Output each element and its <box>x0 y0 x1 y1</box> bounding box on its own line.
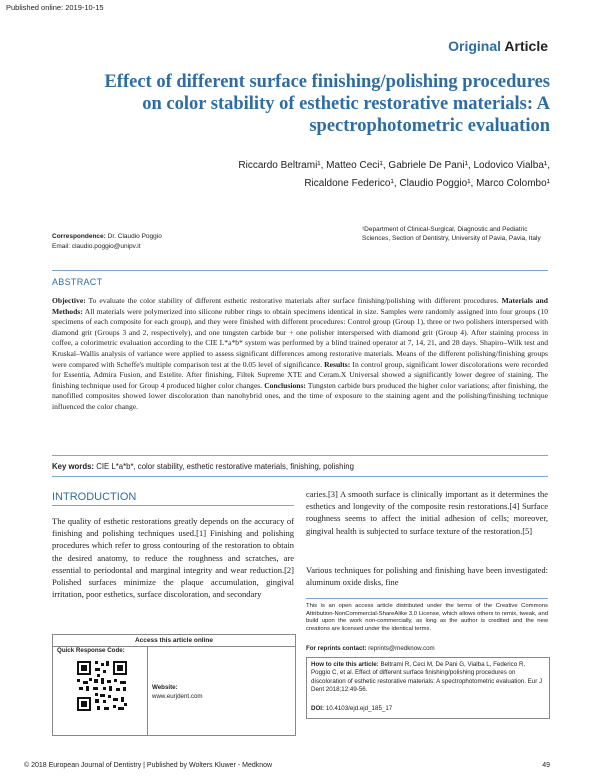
introduction-rule <box>52 505 294 506</box>
license-text: This is an open access article distributed under the terms of the Creative Commons Attribution-NonCommercial-ShareAlike 3.0 License, which allows others to remix, tweak, and build upon the work non-commercially, as long as the author is credited and the new creations are licensed under the identical terms. <box>306 603 548 632</box>
keywords-text: CIE L*a*b*, color stability, esthetic restorative materials, finishing, polishing <box>96 462 354 471</box>
qr-code-icon[interactable] <box>75 659 129 713</box>
article-title: Effect of different surface finishing/polishing procedures on color stability of esthetic restorative materials: A spectrophotometric evaluation <box>104 72 550 136</box>
correspondence <box>52 232 162 252</box>
keywords-bottom-rule <box>52 476 548 477</box>
published-date: Published online: 2019-10-15 <box>6 3 104 12</box>
citation-body: Beltrami R, Ceci M, De Pani G, Vialba L, Federico R, Poggio C, et al. Effect of different surface finishing/polishing procedures on discoloration of esthetic restorative materials: A spectrophotometric evaluation. Eur J Dent 2018;12:49-56. <box>311 661 543 693</box>
correspondence-name: Dr. Claudio Poggio <box>107 233 162 240</box>
article-type-original: Original <box>448 38 502 54</box>
citation-label: How to cite this article: <box>311 661 379 668</box>
qr-label: Quick Response Code: <box>57 647 125 654</box>
reprints-label: For reprints contact: <box>306 645 367 652</box>
doi-value[interactable]: 10.4103/ejd.ejd_185_17 <box>325 705 393 712</box>
article-type <box>448 38 548 54</box>
keywords <box>52 462 548 471</box>
access-box-heading: Access this article online <box>53 635 295 647</box>
footer-copyright: © 2018 European Journal of Dentistry | Published by Wolters Kluwer - Medknow <box>24 762 273 769</box>
conclusions-label: Conclusions: <box>264 380 306 390</box>
affiliation: ¹Department of Clinical-Surgical, Diagnostic and Pediatric Sciences, Section of Dentistry, University of Pavia, Pavia, Italy <box>362 226 541 242</box>
author-line-2: Ricaldone Federico¹, Claudio Poggio¹, Marco Colombo¹ <box>304 178 550 189</box>
doi-label: DOI: <box>311 705 325 712</box>
keywords-label: Key words: <box>52 462 95 471</box>
introduction-column-2b: Various techniques for polishing and finishing have been investigated: aluminum oxide disks, fine <box>306 565 548 588</box>
website-info <box>152 683 203 701</box>
reprints-email[interactable]: reprints@medknow.com <box>368 645 435 652</box>
introduction-heading: INTRODUCTION <box>52 491 137 503</box>
keywords-top-rule <box>52 455 548 456</box>
methods-label: Materials and Methods: <box>52 296 548 316</box>
methods-text: All materials were polymerized into silicone rubber rings to obtain specimens identical in size. Samples were randomly assigned into four groups (10 specimens of each composite for each group), and they were finished with different procedures: Control group (Group 1), three or two polishers interspersed with diamond grit (Groups 3 and 2, respectively), and one tungsten carbide bur + one polisher interspersed with diamond grit (Group 4). After staining process in coffee, a colorimetric evaluation according to the CIE L*a*b* system was performed by a blind trained operator at 7, 14, 21, and 28 days. Shapiro–Wilk test and Kruskal–Wallis analysis of variance were applied to assess significant differences among restorative materials. Means of the different polishing/finishing groups were compared with Scheffe's multiple comparison test at the 0.05 level of significance. <box>52 306 548 369</box>
author-line-1: Riccardo Beltrami¹, Matteo Ceci¹, Gabriele De Pani¹, Lodovico Vialba¹, <box>238 160 550 171</box>
doi <box>311 705 392 712</box>
access-box-divider <box>147 646 148 735</box>
abstract-heading: ABSTRACT <box>52 277 103 287</box>
correspondence-email[interactable]: Email: claudio.poggio@unipv.it <box>52 243 141 250</box>
citation-text <box>311 661 545 694</box>
website-label: Website: <box>152 684 178 691</box>
license-top-rule <box>306 598 548 599</box>
abstract-top-rule <box>52 270 548 271</box>
abstract-body <box>52 296 548 413</box>
results-text: In control group, significant lower discolorations were recorded for Essentia, Admira Fusion, and Estelite. After finishing, Filtek Supreme XTE and Ceram.X Universal showed a significantly lower degree of staining. The finishing technique used for Group 4 produced higher color changes. <box>52 359 548 390</box>
results-label: Results: <box>324 359 351 369</box>
correspondence-label: Correspondence: <box>52 233 106 240</box>
page-number: 49 <box>542 762 550 769</box>
author-list <box>120 157 550 193</box>
website-link[interactable]: www.eurjdent.com <box>152 693 203 700</box>
article-type-article: Article <box>504 38 548 54</box>
reprints <box>306 645 435 652</box>
citation-box <box>306 657 550 719</box>
objective-text: To evaluate the color stability of different esthetic restorative materials after surface finishing/polishing with different procedures. <box>88 296 499 305</box>
objective-label: Objective: <box>52 296 86 305</box>
introduction-column-2a: caries.[3] A smooth surface is clinically important as it determines the esthetics and longevity of the composite resin restorations.[4] Surface roughness seems to affect the initial adhesion of cells; moreover, gingival health is subjected to surface texture of the restoration.[5] <box>306 489 548 536</box>
conclusions-text: Tungsten carbide burs produced the higher color variations; after finishing, the nanofilled composites showed lower discoloration than nanohybrid ones, and the time of exposure to the staining agent and the polishing/finishing technique influenced the color change. <box>52 380 548 411</box>
introduction-column-1: The quality of esthetic restorations greatly depends on the accuracy of finishing and polishing techniques used.[1] Finishing and polishing procedures which refer to gross contouring of the restoration to obtain the desired anatomy, to reduce the roughness and scratches, are essential to periodontal and marginal integrity and wear reduction.[2] Polished surfaces minimize the plaque accumulation, gingival irritation, poor esthetics, surface discoloration, and secondary <box>52 516 294 600</box>
access-article-box <box>52 634 296 736</box>
